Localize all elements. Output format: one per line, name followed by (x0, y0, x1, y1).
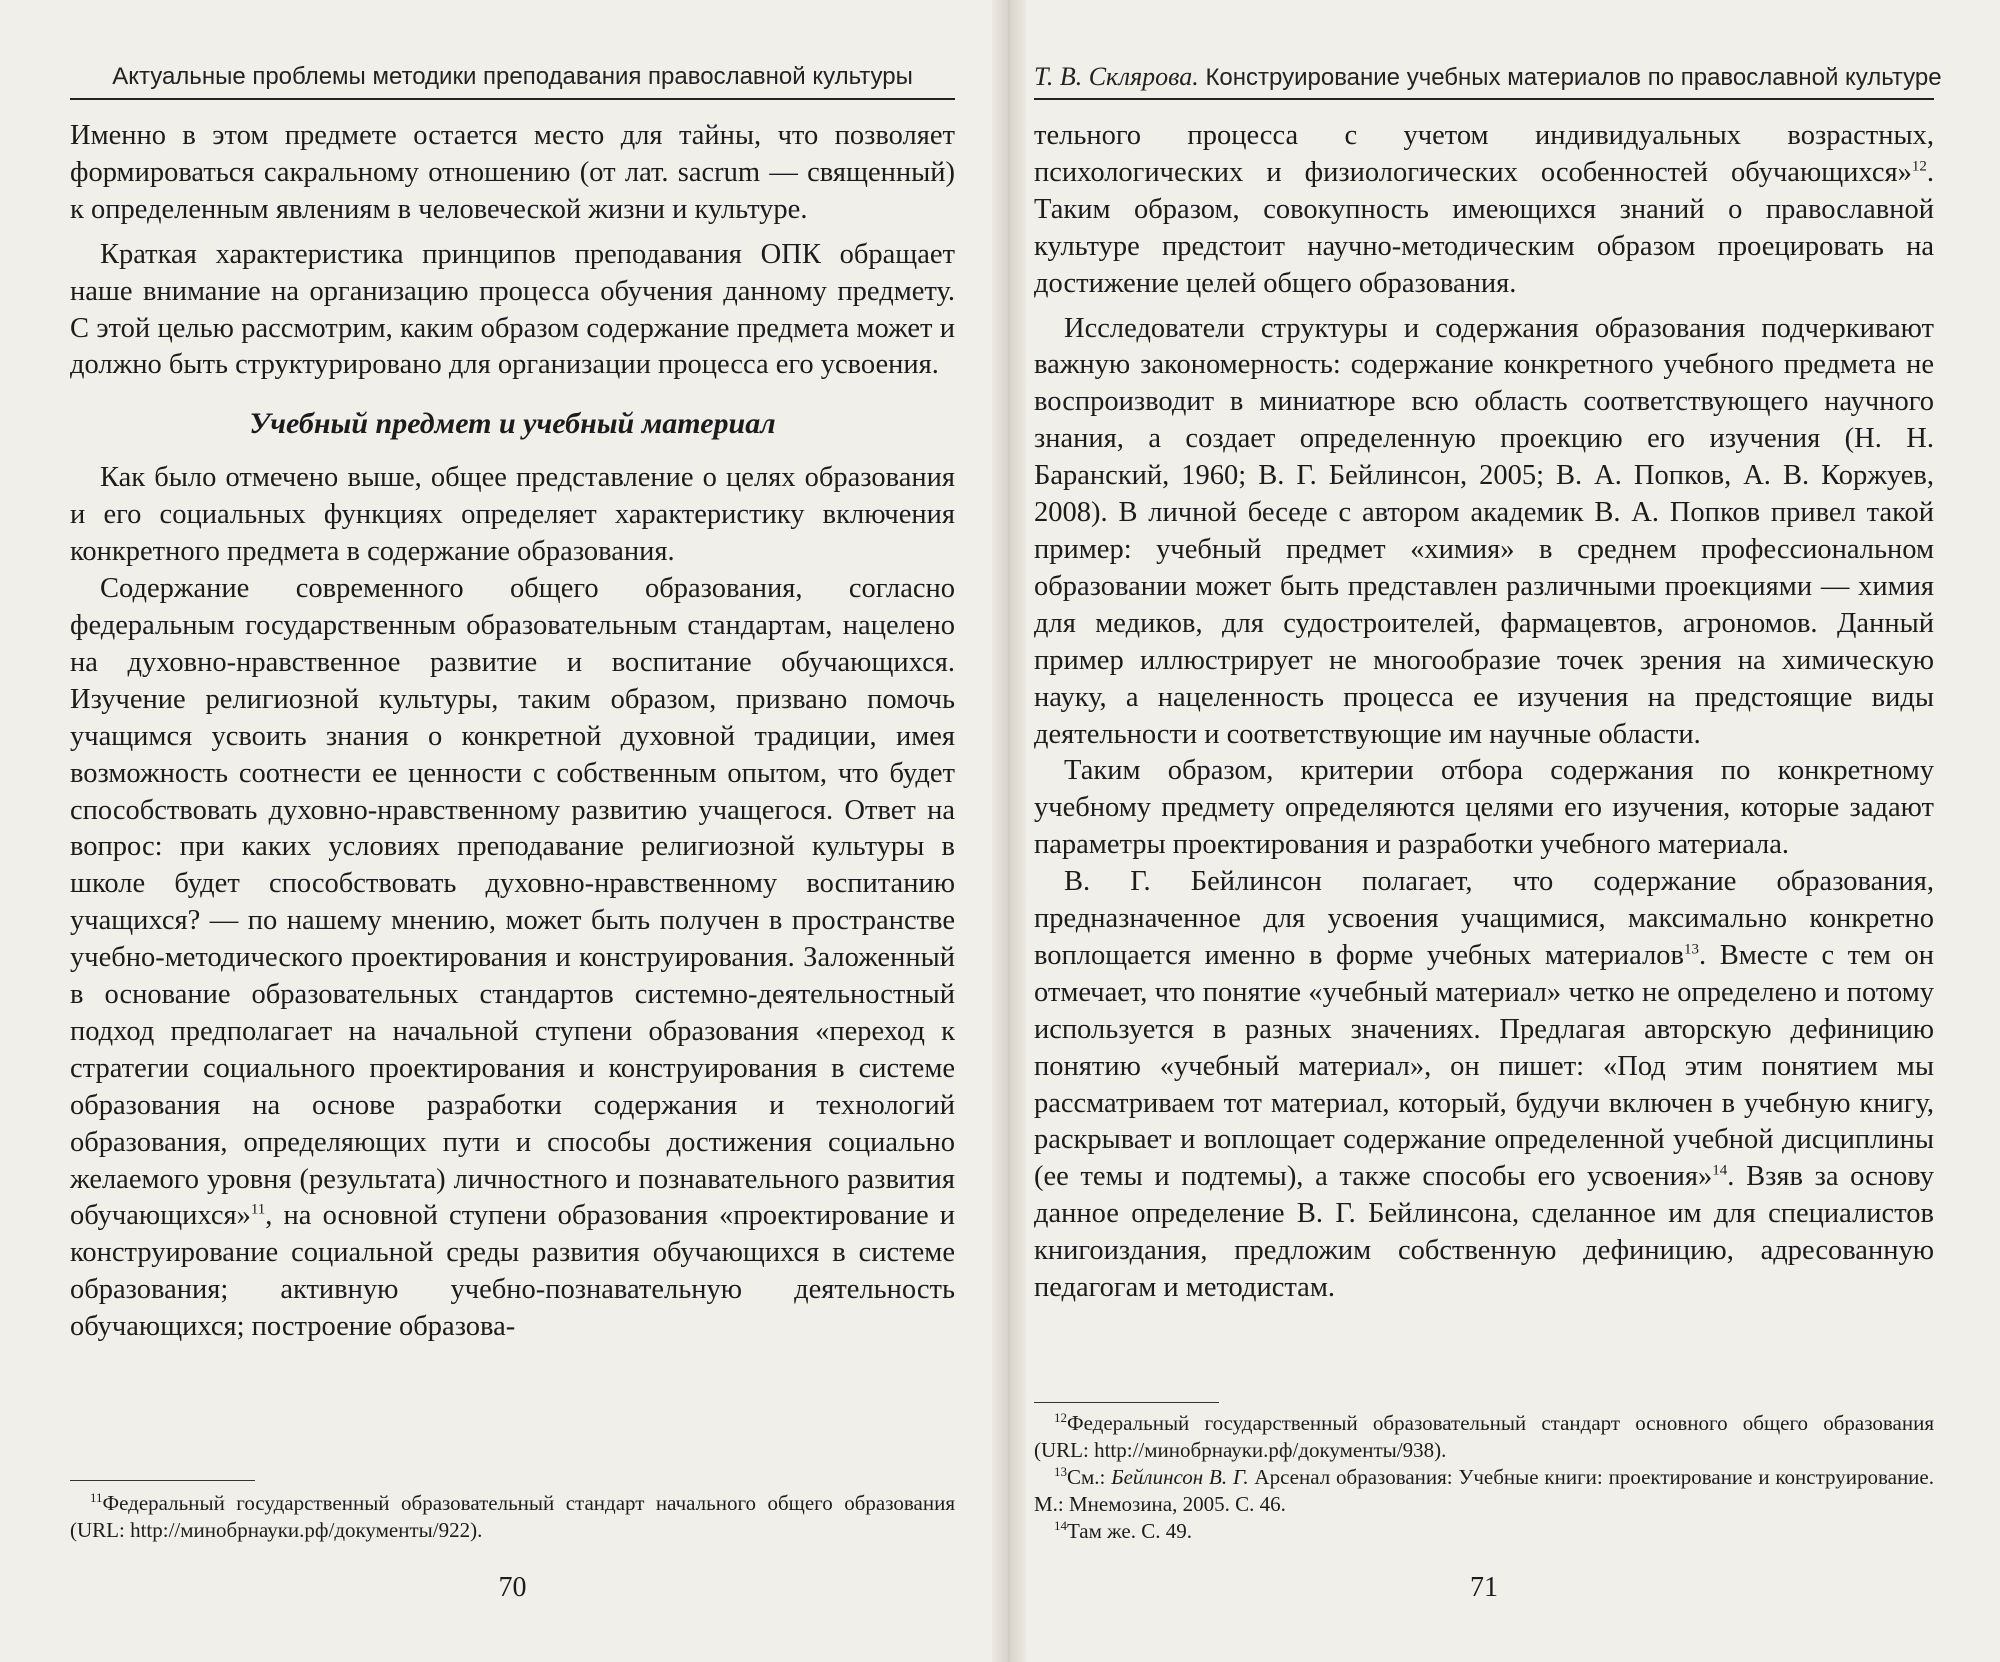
footnote-ref: 12 (1911, 158, 1927, 175)
paragraph: Как было отмечено выше, общее представление о целях образования и его социальных функциях определяет характеристику включения конкретного предмета в содержание образования. (70, 462, 955, 568)
footnote (70, 1490, 955, 1544)
running-head-title: Конструирование учебных материалов по православной культуре (1205, 64, 1942, 91)
running-head-author: Т. В. Склярова. (1034, 62, 1199, 91)
paragraph-text: , на основной ступени образования «проектирование и конструирование социальной среды развития обучающихся в системе образования; активную учебно-познавательную деятельность обучающихся; построение образова- (70, 1200, 955, 1343)
footnote-rule-left (70, 1480, 255, 1481)
left-page-body (70, 118, 955, 1346)
right-page (1034, 0, 1942, 1662)
section-heading: Учебный предмет и учебный материал (249, 407, 776, 441)
footnote (1034, 1518, 1934, 1545)
paragraph-text: Содержание современного общего образования, согласно федеральным государственным образовательным стандартам, нацелено на духовно-нравственное развитие и воспитание обучающихся. Изучение религиозной культуры, таким образом, призвано помочь учащимся усвоить знания о конкретной духовной традиции, имея возможность соотнести ее ценности с собственным опытом, что будет способствовать духовно-нравственному развитию учащегося. Ответ на вопрос: при каких условиях преподавание религиозной культуры в школе будет способствовать духовно-нравственному воспитанию учащихся? — по нашему мнению, может быть получен в пространстве учебно-методического проектирования и конструирования. Заложенный в основание образовательных стандартов системно-деятельностный подход предполагает на начальной ступени образования «переход к стратегии социального проектирования и конструирования в системе образования на основе разработки содержания и технологий образования, определяющих пути и способы достижения социально желаемого уровня (результата) личностного и познавательного развития обучающихся» (70, 573, 955, 1232)
footnote-mark: 13 (1054, 1464, 1067, 1479)
page-number-left: 70 (498, 1572, 527, 1603)
paragraph-text: В. Г. Бейлинсон полагает, что содержание образования, предназначенное для усвоения учащимися, максимально конкретно воплощается именно в форме учебных материалов (1034, 866, 1934, 971)
footnote-text: См.: (1067, 1465, 1112, 1489)
footnote-author: Бейлинсон В. Г. (1111, 1465, 1249, 1489)
footnote (1034, 1410, 1934, 1464)
footnote-mark: 14 (1054, 1518, 1067, 1533)
footnote-text: Арсенал образования: Учебные книги: проектирование и конструирование. М.: Мнемозина, 2005. С. 46. (1034, 1465, 1934, 1516)
paragraph: Краткая характеристика принципов преподавания ОПК обращает наше внимание на организацию процесса обучения данному предмету. С этой целью рассмотрим, каким образом содержание предмета может и должно быть структурировано для организации процесса его усвоения. (70, 238, 955, 381)
paragraph (70, 571, 955, 1346)
paragraph (1034, 118, 1934, 303)
footnote-text: Федеральный государственный образовательный стандарт начального общего образования (URL: http://минобрнауки.рф/документы/922). (70, 1491, 955, 1542)
paragraph-text: . Взяв за основу данное определение В. Г. Бейлинсона, сделанное им для специалистов книгоиздания, предложим собственную дефиницию, адресованную педагогам и методистам. (1034, 1161, 1934, 1304)
page-number-right: 71 (1470, 1572, 1498, 1603)
footnotes-left (70, 1490, 955, 1544)
footnote-text: Федеральный государственный образовательный стандарт основного общего образования (URL: http://минобрнауки.рф/документы/938). (1034, 1411, 1934, 1462)
footnote (1034, 1464, 1934, 1518)
footnote-text: Там же. С. 49. (1067, 1519, 1192, 1543)
footnotes-right (1034, 1410, 1934, 1545)
header-rule-right (1034, 98, 1934, 100)
paragraph: Исследователи структуры и содержания образования подчеркивают важную закономерность: содержание конкретного учебного предмета не воспроизводит в миниатюре всю область соответствующего научного знания, а создает определенную проекцию его изучения (Н. Н. Баранский, 1960; В. Г. Бейлинсон, 2005; В. А. Попков, А. В. Коржуев, 2008). В личной беседе с автором академик В. А. Попков привел такой пример: учебный предмет «химия» в среднем профессиональном образовании может быть представлен различными проекциями — химия для медиков, для судостроителей, фармацевтов, агрономов. Данный пример иллюстрирует не многообразие точек зрения на химическую науку, а нацеленность процесса ее изучения на предстоящие виды деятельности и соответствующие им научные области. (1034, 312, 1934, 750)
paragraph: Именно в этом предмете остается место для тайны, что позволяет формироваться сакральному отношению (от лат. sacrum — священный) к определенным явлениям в человеческой жизни и культуре. (70, 120, 955, 225)
footnote-mark: 12 (1054, 1410, 1067, 1425)
paragraph-text: тельного процесса с учетом индивидуальных возрастных, психологических и физиологических особенностей обучающихся» (1034, 120, 1934, 188)
paragraph-text: . Таким образом, совокупность имеющихся знаний о православной культуре предстоит научно-методическим образом проецировать на достижение целей общего образования. (1034, 156, 1934, 299)
footnote-mark: 11 (90, 1490, 103, 1505)
footnote-ref: 13 (1684, 941, 1700, 958)
footnote-ref: 14 (1712, 1162, 1728, 1179)
header-rule-left (70, 98, 955, 100)
footnote-rule-right (1034, 1402, 1219, 1403)
paragraph-text: . Вместе с тем он отмечает, что понятие «учебный материал» четко не определено и потому используется в разных значениях. Предлагая авторскую дефиницию понятию «учебный материал», он пишет: «Под этим понятием мы рассматриваем тот материал, который, будучи включен в учебную книгу, раскрывает и воплощает содержание определенной учебной дисциплины (ее темы и подтемы), а также способы его усвоения» (1034, 939, 1935, 1193)
paragraph: Таким образом, критерии отбора содержания по конкретному учебному предмету определяются целями его изучения, которые задают параметры проектирования и разработки учебного материала. (1034, 755, 1934, 861)
left-page (70, 0, 955, 1662)
book-gutter (992, 0, 1026, 1662)
paragraph (1034, 864, 1934, 1307)
right-page-body (1034, 118, 1934, 1307)
running-head-left: Актуальные проблемы методики преподавания православной культуры (112, 63, 913, 90)
running-head-right (1034, 62, 1942, 93)
footnote-ref: 11 (250, 1201, 266, 1218)
